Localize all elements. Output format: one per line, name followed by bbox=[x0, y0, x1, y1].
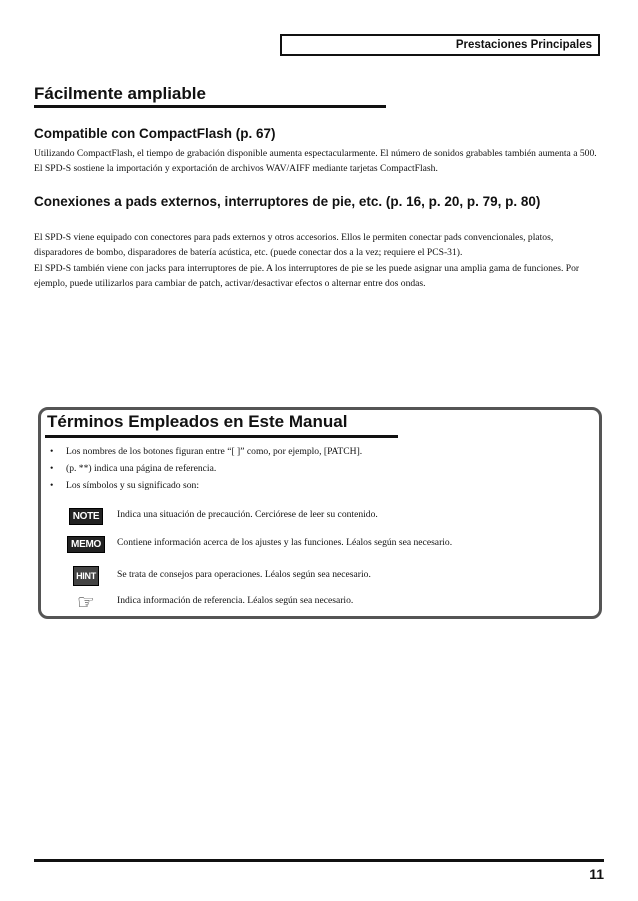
subheading-connections: Conexiones a pads externos, interruptores de pie, etc. (p. 16, p. 20, p. 79, p. 80) bbox=[34, 194, 541, 209]
subheading-compactflash: Compatible con CompactFlash (p. 67) bbox=[34, 126, 276, 141]
list-item: • Los nombres de los botones figuran entre “[ ]” como, por ejemplo, [PATCH]. bbox=[50, 446, 363, 457]
page-number: 11 bbox=[589, 866, 604, 882]
symbol-description: Se trata de consejos para operaciones. Léalos según sea necesario. bbox=[117, 569, 371, 580]
list-item: • Los símbolos y su significado son: bbox=[50, 480, 199, 491]
paragraph-connections-pads: El SPD-S viene equipado con conectores para pads externos y otros accesorios. Ellos le permiten conectar pads convencionales, platos, disparadores de bombo, disparadores de batería acústica, etc. (puede conectar dos a la vez; requiere el PCS-31). bbox=[34, 232, 554, 259]
paragraph-compactflash: Utilizando CompactFlash, el tiempo de grabación disponible aumenta espectacularmente. El número de sonidos grabables también aumenta a 500. El SPD-S sostiene la importación y exportación de archivos WAV/AIFF mediante tarjetas CompactFlash. bbox=[34, 148, 597, 175]
symbol-description: Contiene información acerca de los ajustes y las funciones. Léalos según sea necesario. bbox=[117, 537, 453, 548]
section-title: Fácilmente ampliable bbox=[34, 84, 206, 103]
section-title-rule bbox=[34, 105, 386, 108]
terms-title: Términos Empleados en Este Manual bbox=[47, 412, 348, 431]
footer-rule bbox=[34, 859, 604, 862]
terms-bullet-list bbox=[50, 445, 362, 496]
bullet-icon: • bbox=[50, 463, 54, 474]
list-item: • (p. **) indica una página de referencia. bbox=[50, 463, 217, 474]
memo-icon: MEMO bbox=[68, 534, 104, 554]
paragraph-connections-footswitch: El SPD-S también viene con jacks para interruptores de pie. A los interruptores de pie se les puede asignar una amplia gama de funciones. Por ejemplo, puede utilizarlos para cambiar de patch, activar/desactivar efectos o alternar entre dos ondas. bbox=[34, 263, 580, 290]
hint-icon: HINT bbox=[68, 566, 104, 586]
terms-title-rule bbox=[45, 435, 398, 438]
symbol-description: Indica una situación de precaución. Cerciórese de leer su contenido. bbox=[117, 509, 378, 520]
note-icon: NOTE bbox=[68, 506, 104, 526]
bullet-icon: • bbox=[50, 480, 54, 491]
symbol-description: Indica información de referencia. Léalos según sea necesario. bbox=[117, 595, 354, 606]
pointing-hand-icon: ☞ bbox=[77, 590, 95, 614]
bullet-icon: • bbox=[50, 446, 54, 457]
header-section-label: Prestaciones Principales bbox=[280, 34, 600, 56]
